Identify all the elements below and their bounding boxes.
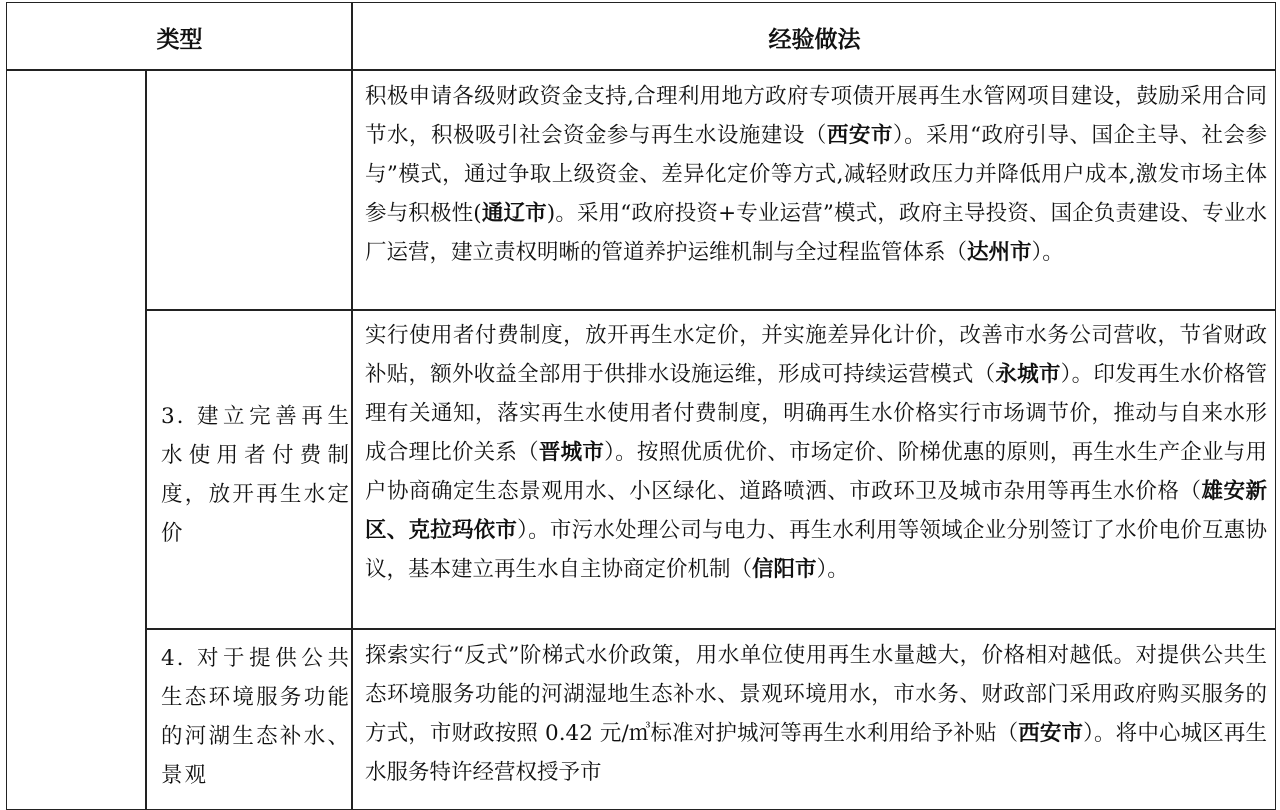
row-divider-2 [145,628,1275,630]
row-experience-4 [365,636,1267,792]
header-type: 类型 [156,27,203,53]
experience-text: 实行使用者付费制度，放开再生水定价，并实施差异化计价，改善市水务公司营收，节省财政补贴，额外收益全部用于供排水设施运维，形成可持续运营模式（ [365,323,1267,387]
city-name: 西安市 [1018,721,1084,746]
experience-text: ）。印发再生水价格管理有关通知，落实再生水使用者付费制度，明确再生水价格实行市场调节价，推动与自来水形成合理比价关系（ [365,362,1267,465]
row-type-3: 3. 建立完善再生水使用者付费制度，放开再生水定价 [161,404,351,546]
experience-text: ）。 [816,557,849,582]
city-name: 通辽市 [481,201,547,226]
experience-text: )。采用“政府投资+专业运营”模式，政府主导投资、国企负责建设、专业水厂运营，建立责权明晰的管道养护运维机制与全过程监管体系（ [365,201,1267,265]
city-name: 永城市 [995,362,1061,387]
header-divider [7,69,1275,71]
column-divider-main [351,3,353,809]
city-name: 雄安新区、克拉玛依市 [365,479,1267,543]
experience-text: ）。按照优质优价、市场定价、阶梯优惠的原则，再生水生产企业与用户协商确定生态景观用水、小区绿化、道路喷洒、市政环卫及城市杂用等再生水价格（ [365,440,1267,504]
city-name: 信阳市 [752,557,817,582]
row-experience-3 [365,316,1267,589]
experience-text: 积极申请各级财政资金支持,合理利用地方政府专项债开展再生水管网项目建设，鼓励采用合同节水，积极吸引社会资金参与再生水设施建设（ [365,84,1267,148]
experience-text: ）。市污水处理公司与电力、再生水利用等领域企业分别签订了水价电价互惠协议，基本建立再生水自主协商定价机制（ [365,518,1267,582]
experience-text: ）。将中心城区再生水服务特许经营权授予市 [365,721,1267,785]
policy-table [6,2,1276,810]
row-type-4: 4. 对于提供公共生态环境服务功能的河湖生态补水、景观 [161,646,351,788]
experience-text: ）。采用“政府引导、国企主导、社会参与”模式，通过争取上级资金、差异化定价等方式,减轻财政压力并降低用户成本,激发市场主体参与积极性( [365,123,1267,226]
column-divider-category [145,69,147,809]
header-experience: 经验做法 [768,27,861,53]
row-experience-1 [365,77,1267,272]
city-name: 西安市 [826,123,893,148]
city-name: 晋城市 [538,440,605,465]
experience-text: ）。 [1031,240,1064,265]
experience-text: 探索实行“反式”阶梯式水价政策，用水单位使用再生水量越大，价格相对越低。对提供公共生态环境服务功能的河湖湿地生态补水、景观环境用水，市水务、财政部门采用政府购买服务的方式，市财政按照 0.42 元/㎥标准对护城河等再生水利用给予补贴（ [365,643,1267,746]
row-divider-1 [145,309,1275,311]
city-name: 达州市 [967,240,1032,265]
